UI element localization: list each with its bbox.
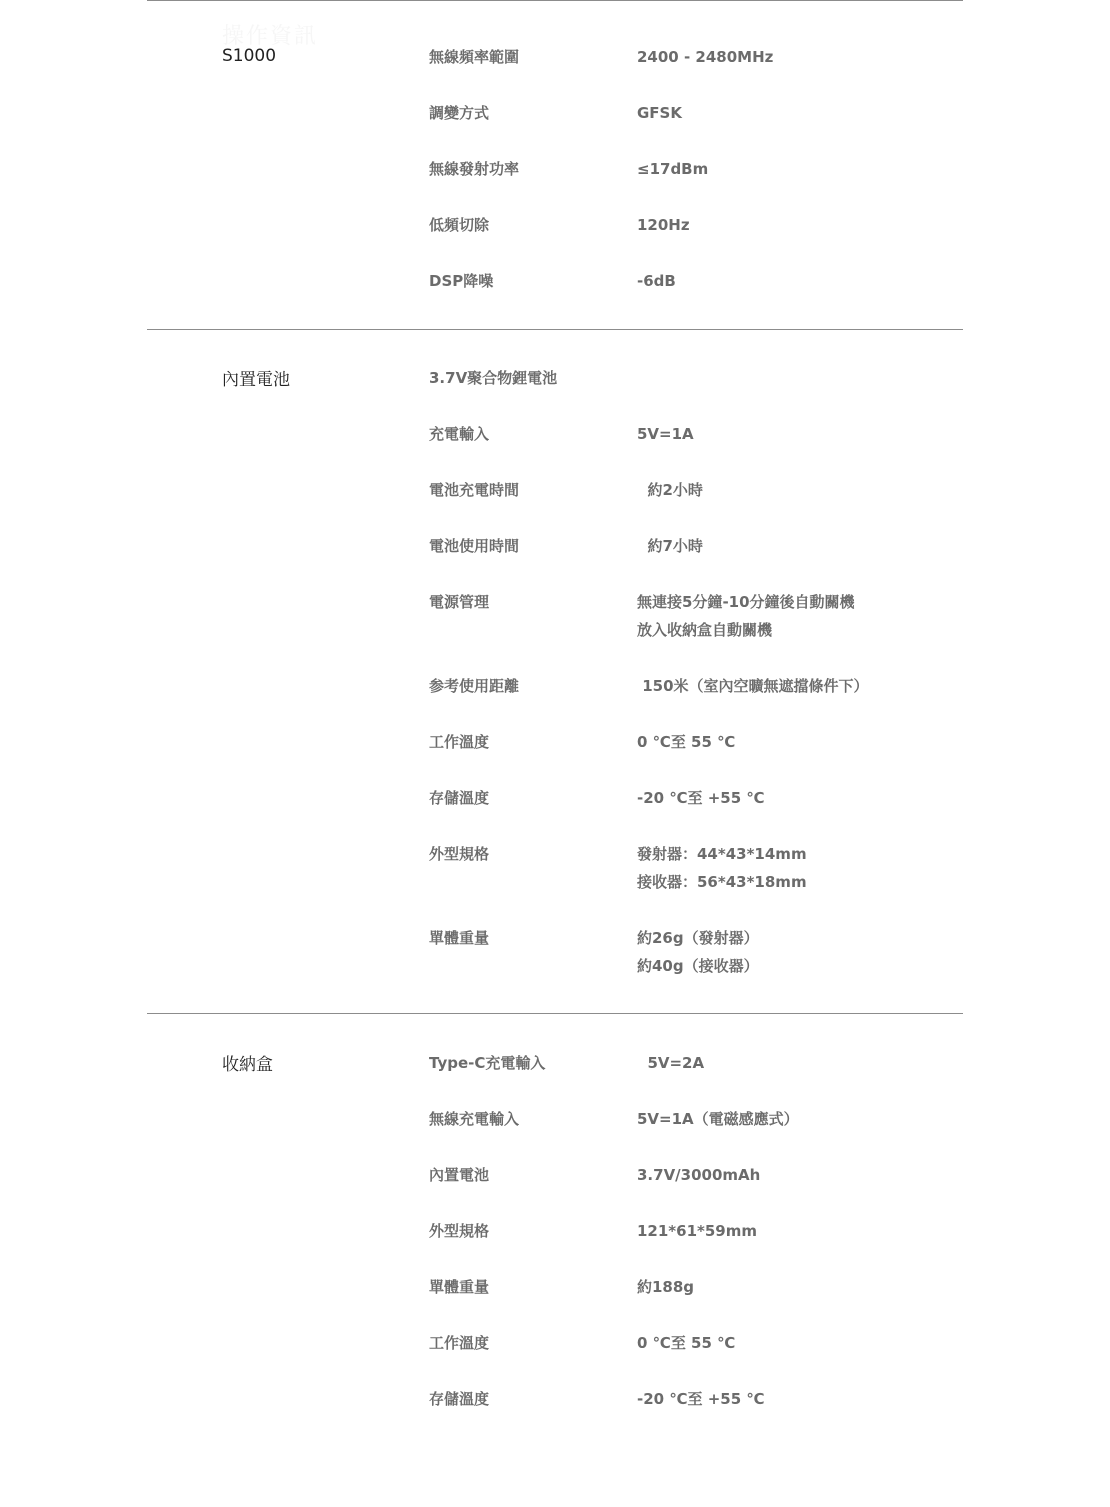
- spec-label: 無線頻率範圍: [429, 48, 520, 66]
- spec-value: 150米（室內空曠無遮擋條件下）: [637, 677, 869, 695]
- spec-value: -6dB: [637, 272, 676, 290]
- section-title-case: 收納盒: [222, 1055, 273, 1075]
- spec-value: 120Hz: [637, 216, 690, 234]
- spec-label: 工作溫度: [429, 733, 490, 751]
- spec-label: 存儲溫度: [429, 1390, 490, 1408]
- spec-value-line2: 接收器：56*43*18mm: [637, 873, 807, 891]
- spec-label: DSP降噪: [429, 272, 494, 290]
- top-divider: [147, 0, 963, 1]
- spec-value: 無連接5分鐘-10分鐘後自動關機: [637, 593, 855, 611]
- spec-value: 發射器：44*43*14mm: [637, 845, 807, 863]
- spec-label: 電池使用時間: [429, 537, 520, 555]
- spec-value: 約26g（發射器）: [637, 929, 759, 947]
- spec-value: 5V=2A: [637, 1054, 705, 1072]
- spec-value: ≤17dBm: [637, 160, 709, 178]
- spec-label: 內置電池: [429, 1166, 490, 1184]
- spec-value: 0 ℃至 55 ℃: [637, 1334, 736, 1352]
- spec-label: 無線充電輸入: [429, 1110, 520, 1128]
- spec-value: 約2小時: [637, 481, 703, 499]
- section-title-s1000: S1000: [222, 46, 277, 66]
- spec-value-line2: 放入收納盒自動關機: [637, 621, 773, 639]
- spec-label: 單體重量: [429, 1278, 490, 1296]
- section-divider: [147, 329, 963, 330]
- spec-value: 5V=1A（電磁感應式）: [637, 1110, 799, 1128]
- spec-value: -20 ℃至 +55 ℃: [637, 1390, 765, 1408]
- spec-value: GFSK: [637, 104, 682, 122]
- spec-label: 3.7V聚合物鋰電池: [429, 369, 558, 387]
- section-divider: [147, 1013, 963, 1014]
- spec-label: 工作溫度: [429, 1334, 490, 1352]
- spec-value: 2400 - 2480MHz: [637, 48, 774, 66]
- spec-label: 調變方式: [429, 104, 490, 122]
- faded-heading: 操作資訊: [222, 24, 319, 49]
- spec-label: Type-C充電輸入: [429, 1054, 546, 1072]
- spec-label: 外型規格: [429, 1222, 490, 1240]
- spec-value: 5V=1A: [637, 425, 694, 443]
- spec-value: 約188g: [637, 1278, 695, 1296]
- spec-label: 電源管理: [429, 593, 490, 611]
- spec-value: 約7小時: [637, 537, 703, 555]
- spec-value: 0 ℃至 55 ℃: [637, 733, 736, 751]
- section-title-battery: 內置電池: [222, 370, 290, 390]
- spec-label: 無線發射功率: [429, 160, 520, 178]
- spec-label: 單體重量: [429, 929, 490, 947]
- spec-label: 低頻切除: [429, 216, 490, 234]
- spec-label: 参考使用距離: [429, 677, 520, 695]
- spec-label: 外型規格: [429, 845, 490, 863]
- spec-label: 存儲溫度: [429, 789, 490, 807]
- spec-label: 充電輸入: [429, 425, 490, 443]
- spec-value: 121*61*59mm: [637, 1222, 758, 1240]
- spec-value-line2: 約40g（接收器）: [637, 957, 759, 975]
- spec-value: -20 ℃至 +55 ℃: [637, 789, 765, 807]
- spec-label: 電池充電時間: [429, 481, 520, 499]
- spec-value: 3.7V/3000mAh: [637, 1166, 761, 1184]
